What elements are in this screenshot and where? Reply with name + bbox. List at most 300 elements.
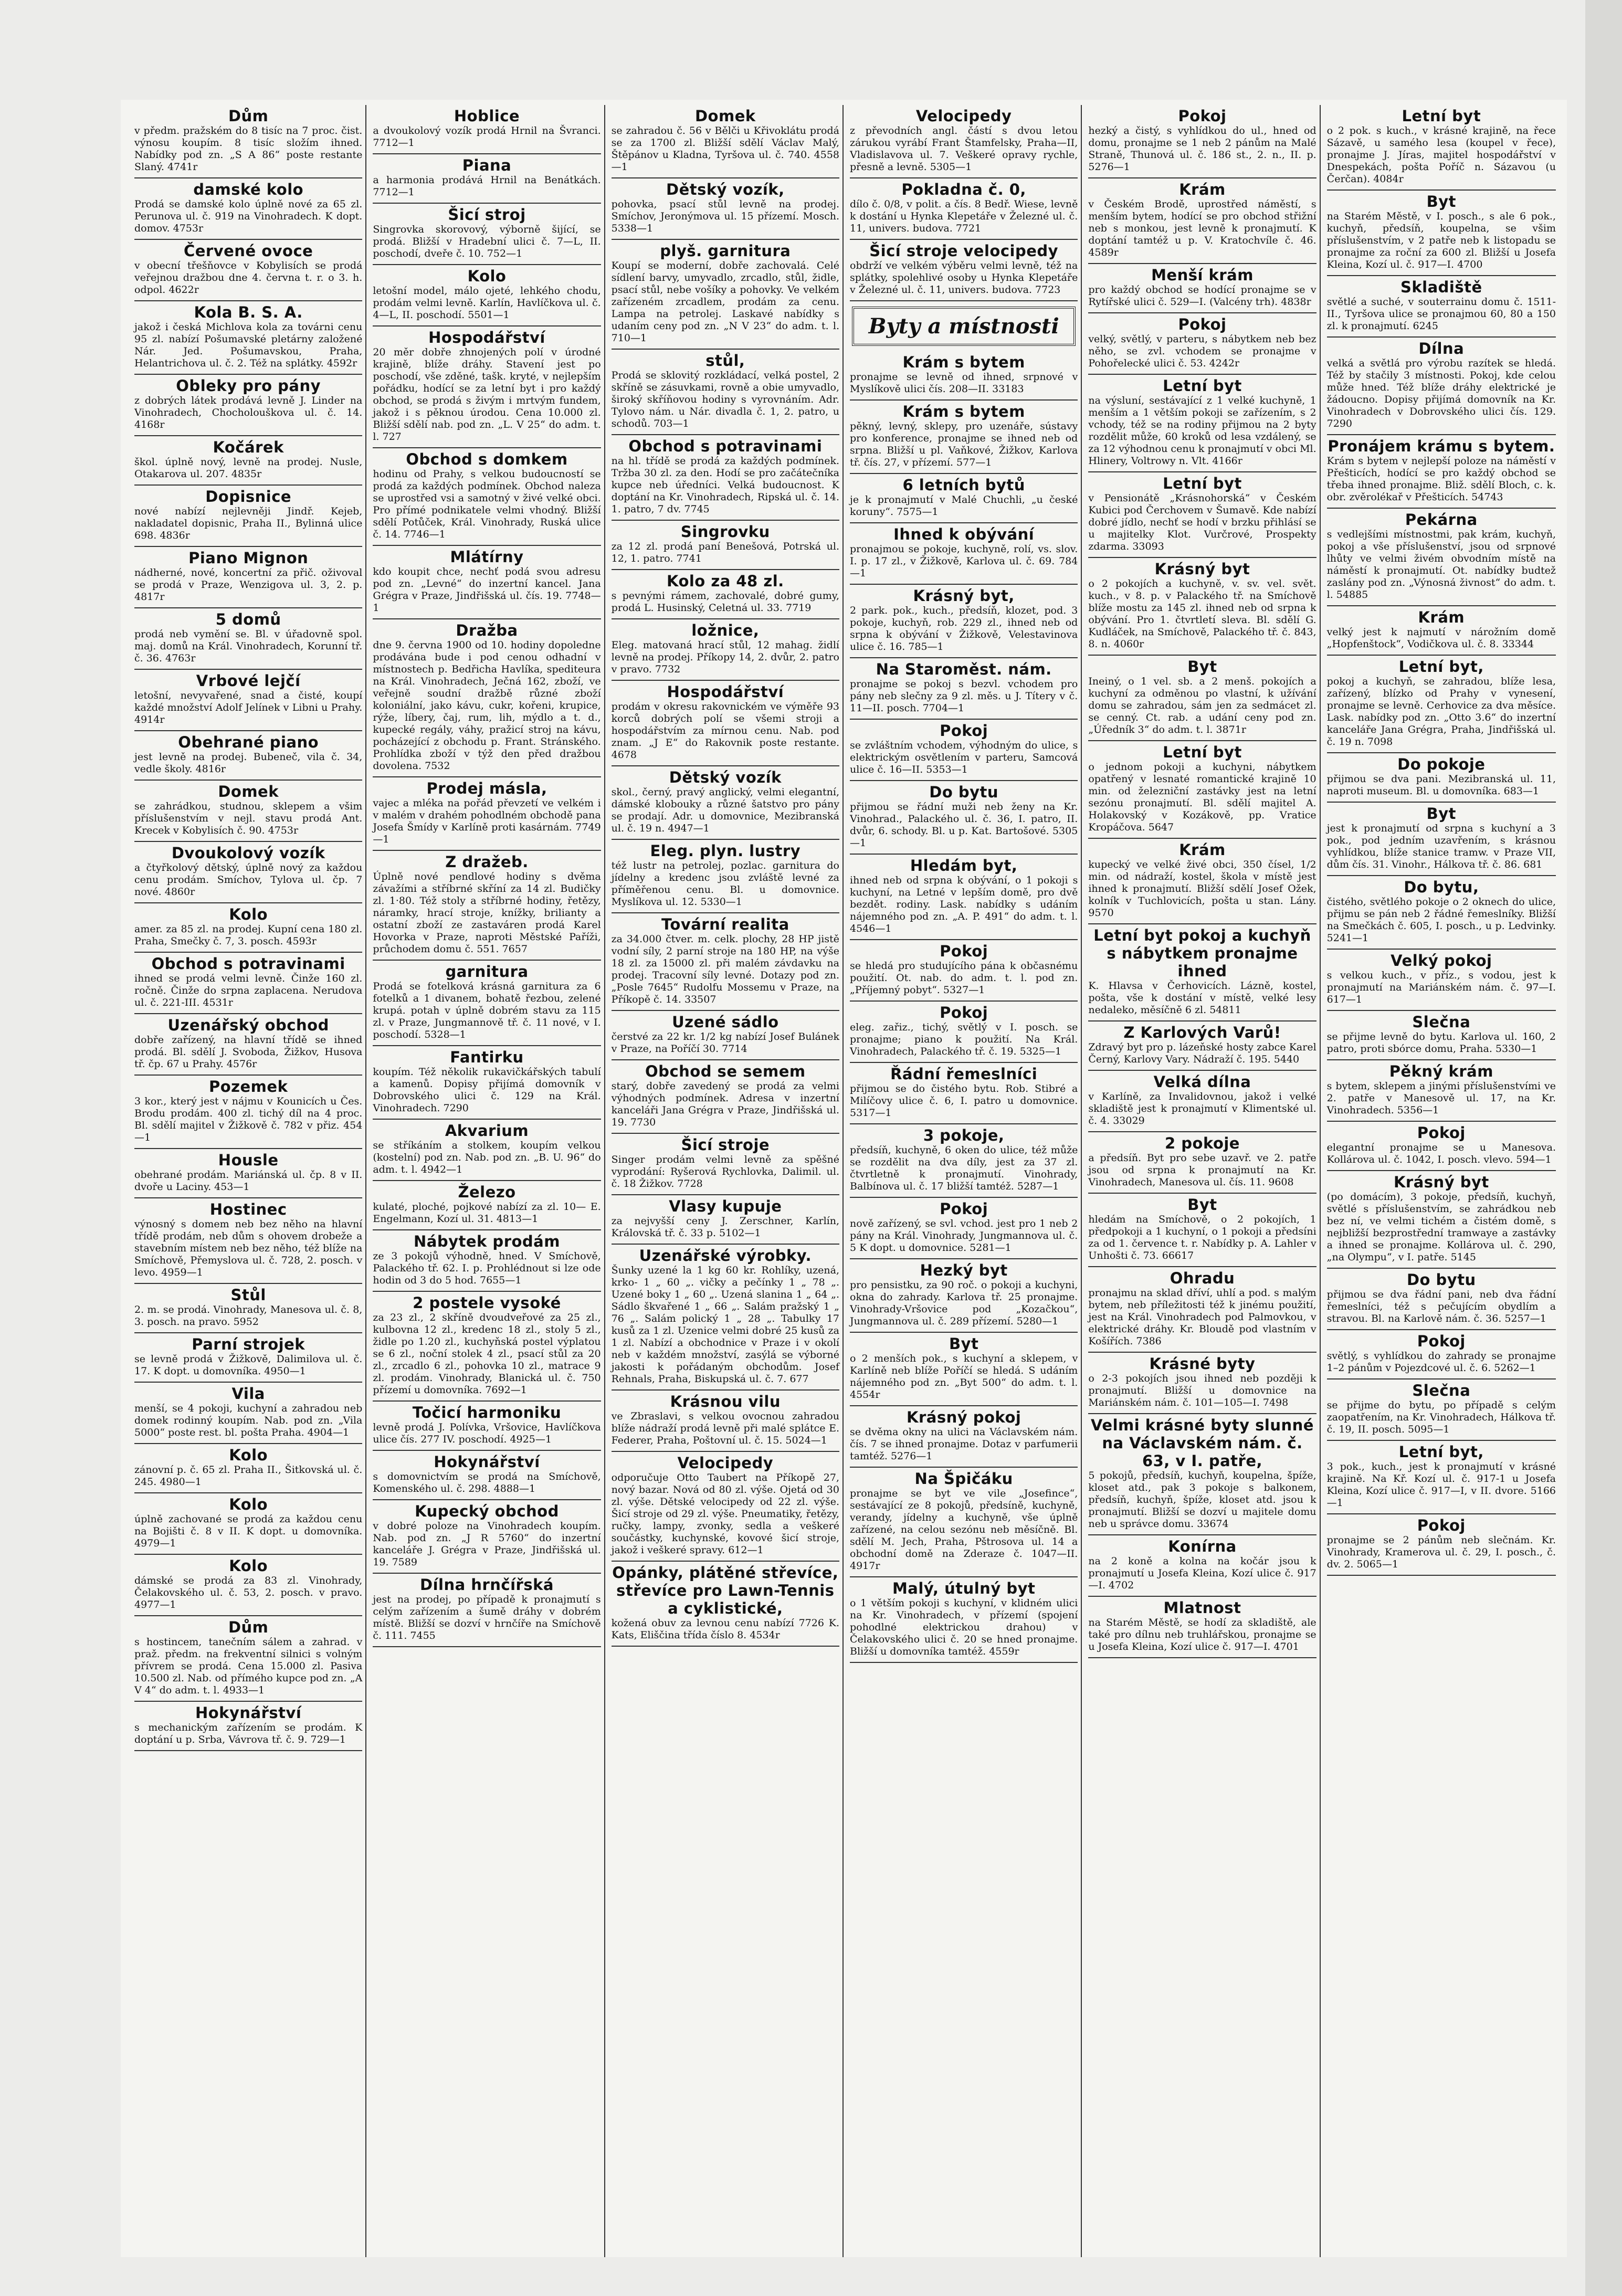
classified-ad — [134, 486, 362, 547]
ad-heading: Kolo — [229, 1557, 268, 1575]
ad-text: ihned neb od srpna k obývání, o 1 pokoji s kuchyní, na Letné v lepším domě, pro dvě bezdět. rodiny. Lask. nabídky s udáním nájemného pod zn. „A. P. 491“ do adm. t. l. 4546—1 — [850, 875, 1078, 934]
ad-heading: Byt — [1187, 1196, 1217, 1214]
ad-text: pro každý obchod se hodící pronajme se v Rytířské ulici č. 529—I. (Valcény trh). 4838r — [1088, 284, 1316, 308]
classified-ad — [850, 523, 1078, 585]
ad-text: z převodních angl. částí s dvou letou zárukou vyrábí Frant Štamfelsky, Praha—II, Vladislavova ul. 7. Veškeré opravy rychle, přesně a levně. 5305—1 — [850, 125, 1078, 173]
ad-heading: Piano Mignon — [188, 549, 309, 567]
ad-heading: Kolo za 48 zl. — [666, 572, 784, 590]
ad-heading: garnitura — [445, 963, 529, 981]
ad-heading: Housle — [218, 1151, 279, 1169]
ad-heading: Šicí stroje velocipedy — [869, 242, 1059, 260]
ad-text: o 1 větším pokoji s kuchyní, v klidném ulici na Kr. Vinohradech, v přízemí (spojení pohodlné elektrickou drahou) v Čelakovského ulici č. 20 se hned pronajme. Bližší u domovníka tamtéž. 4559r — [850, 1597, 1078, 1657]
ad-text: úplně zachované se prodá za každou cenu na Bojišti č. 8 v II. K dopt. u domovníka. 4979—1 — [134, 1513, 363, 1549]
ad-heading: Krásný byt, — [913, 587, 1015, 605]
ad-text: kožená obuv za levnou cenu nabízí 7726 K. Kats, Eliščina třída číslo 8. 4534r — [611, 1617, 839, 1641]
ad-heading: Pokoj — [1178, 107, 1227, 125]
classified-ad — [850, 1259, 1078, 1333]
ad-heading: Hokynářství — [195, 1704, 302, 1722]
ad-heading: Pokoj — [1417, 1516, 1466, 1534]
ad-text: Singer prodám velmi levně za spěšné vyprodání: Ryšerová Rychlovka, Dalimil. ul. č. 18 Žižkov. 7728 — [611, 1154, 839, 1189]
classified-ad — [134, 178, 362, 240]
classified-ad — [1088, 1414, 1316, 1535]
ad-heading: Akvarium — [445, 1122, 529, 1140]
ad-heading: Domek — [218, 783, 279, 801]
classified-ad — [850, 1577, 1078, 1663]
classified-ad — [612, 350, 839, 435]
ad-heading: Uzenářský obchod — [167, 1016, 329, 1034]
ad-heading: Obchod s domkem — [406, 450, 568, 468]
ad-heading: Slečna — [1412, 1013, 1471, 1031]
classified-ad — [612, 1391, 839, 1452]
ad-text: Zdravý byt pro p. lázeňské hosty zabce Karel Černý, Karlovy Vary. Nádraží č. 195. 5440 — [1088, 1041, 1316, 1065]
ad-text: letošní model, málo ojeté, lehkého chodu, prodám velmi levně. Karlín, Havlíčkova ul. č. 4—L, II. poschodí. 5501—1 — [373, 285, 601, 321]
classified-ad — [850, 1198, 1078, 1259]
ad-text: na výsluní, sestávající z 1 velké kuchyně, 1 menším a 1 větším pokoji se zařízením, s 2 vchody, též se na rodiny přijmou na 2 byty rozdělit může, 60 kroků od lesa vzdálený, se za 12 výhodnou cenu k pronajmutí v obci Ml. Hlinery, Voltrowy n. Vlt. 4166r — [1088, 395, 1316, 467]
ad-text: o 2 menších pok., s kuchyní a sklepem, v Karlíně neb blíže Poříčí se hledá. S udáním nájemného pod zn. „Byt 500“ do adm. t. l. 4554r — [850, 1353, 1078, 1400]
classified-ad — [1327, 1514, 1556, 1576]
ad-text: Singrovka skorovový, výborně šijící, se prodá. Bližší v Hradební ulici č. 7—L, II. poschodí, dveře č. 10. 752—1 — [373, 224, 601, 259]
ad-heading: Pronájem krámu s bytem. — [1328, 437, 1555, 455]
ad-heading: Letní byt — [1163, 475, 1242, 492]
ad-text: jest k pronajmutí od srpna s kuchyní a 3 pok., pod jedním uzavřením, s krásnou vyhlídkou, blíže stanice tramw. v Praze VII, dům čís. 31. Vinohr., Hálkova tř. č. 86. 681 — [1326, 823, 1556, 870]
classified-ad — [1088, 924, 1316, 1021]
classified-ad — [134, 436, 362, 486]
ad-heading: Krám — [1418, 608, 1465, 626]
ad-heading: Krásný byt — [1154, 560, 1250, 578]
classified-ad — [1088, 1353, 1316, 1414]
ad-text: pokoj a kuchyň, se zahradou, blíže lesa, zařízený, blízko od Prahy v vynesení, pronajme se levně. Cerhovice za dva měsíce. Lask. nabídky pod zn. „Otto 3.6“ do inzertní kanceláře Jana Grégra, Praha, Jindřišská ul. č. 19 n. 7098 — [1326, 676, 1556, 747]
ad-text: ve Zbraslavi, s velkou ovocnou zahradou blíže nádraží prodá levně při malé splátce E. Federer, Praha, Poštovní ul. č. 15. 5024—1 — [611, 1410, 839, 1446]
ad-text: na 2 koně a kolna na kočár jsou k pronajmutí u Josefa Kleina, Kozí ulice č. 917—I. 4702 — [1088, 1555, 1316, 1591]
classified-ad — [612, 840, 839, 913]
ad-heading: Z Karlových Varů! — [1123, 1024, 1281, 1041]
ad-text: 2. m. se prodá. Vinohrady, Manesova ul. č. 8, 3. posch. na pravo. 5952 — [134, 1304, 363, 1328]
classified-ad — [134, 1333, 362, 1383]
ad-heading: Byt — [1426, 193, 1457, 210]
ad-text: Prodá se sklovitý rozkládací, velká postel, 2 skříně se zásuvkami, rovně a obie umyvadlo, široký skříňovou hodiny s vyrovnáním. Adr. Tylovo nám. u Nár. divadla č. 1, 2. patro, u schodů. 703—1 — [611, 370, 839, 429]
ad-heading: stůl, — [705, 352, 745, 370]
ad-text: Šunky uzené la 1 kg 60 kr. Rohlíky, uzená, krko- 1 „ 60 „. vičky a pečínky 1 „ 78 „. Uzené boky 1 „ 60 „. Uzená slanina 1 „ 64 „. Sádlo škvařené 1 „ 66 „. Salám pražský 1 „ 76 „. Salám polický 1 „ 28 „. Tabulky 17 kusů za 1 zl. Uzenice velmi dobré 25 kusů za 1 zl. Nabízí a obchodnice v Praze i v okolí neb v každém množství, zasýlá se výborné jakosti k pořádaným obchodům. Josef Rehnals, Praha, Biskupská ul. č. 7. 677 — [611, 1265, 839, 1385]
classified-ad — [612, 1011, 839, 1060]
ad-heading: Dětský vozík — [669, 768, 782, 786]
ad-text: s velkou kuch., v příz., s vodou, jest k pronajmutí na Mariánském nám. č. 97—I. 617—1 — [1326, 970, 1556, 1005]
ad-text: se stříkáním a stolkem, koupím velkou (kostelní) pod zn. Nab. pod zn. „B. U. 96“ do adm. t. l. 4942—1 — [373, 1140, 601, 1175]
ad-heading: Singrovku — [680, 523, 770, 541]
classified-ad — [1327, 1441, 1556, 1514]
classified-ad — [850, 1124, 1078, 1198]
classified-ad — [850, 1063, 1078, 1124]
classified-ad — [134, 731, 362, 781]
ad-text: v obecní třešňovce v Kobylisích se prodá veřejnou dražbou dne 4. června t. r. o 3. h. odpol. 4622r — [134, 260, 363, 296]
ad-text: 5 pokojů, předsíň, kuchyň, koupelna, špíže, kloset atd., pak 3 pokoje s balkonem, předsíň, kuchyň, špíže, kloset atd. jsou k pronajmutí. Bližší se dozví u majitele domu neb u správce domu. 33674 — [1088, 1470, 1316, 1530]
ad-heading: Obchod s potravinami — [151, 955, 345, 973]
ad-text: za 12 zl. prodá paní Benešová, Potrská ul. 12, 1. patro. 7741 — [611, 541, 839, 564]
ad-heading: Na Staroměst. nám. — [876, 660, 1052, 678]
ad-text: a čtyřkolový dětský, úplně nový za každou cenu prodám. Smíchov, Tylova ul. čp. 7 nové. 4860r — [134, 862, 363, 898]
ad-heading: Letní byt, — [1398, 1443, 1484, 1461]
classified-ad — [612, 1452, 839, 1562]
ad-text: hledám na Smíchově, o 2 pokojích, 1 předpokoji a 1 kuchyní, o 1 pokoji a předsíni za od 1. července t. r. Nabídky p. A. Lahler v Unhošti č. 73. 66617 — [1088, 1214, 1316, 1261]
scanner-edge — [1585, 0, 1622, 2296]
ad-heading: Ohradu — [1170, 1269, 1235, 1287]
classified-ad — [1327, 753, 1556, 803]
classified-ad — [134, 547, 362, 608]
classified-ad — [850, 178, 1078, 240]
classified-ad — [612, 240, 839, 350]
ad-text: o 2-3 pokojích jsou ihned neb později k pronajmutí. Bližší u domovnice na Mariánském nám. č. 101—105—I. 7498 — [1088, 1373, 1316, 1408]
ad-heading: Obchod se semem — [645, 1062, 806, 1080]
classified-ad — [373, 777, 601, 851]
ad-heading: Dílna hrnčířská — [420, 1576, 554, 1594]
ad-heading: 2 postele vysoké — [413, 1294, 561, 1312]
ad-text: pronajme se levně od ihned, srpnové v Myslíkově ulici čís. 208—II. 33183 — [850, 371, 1078, 395]
ad-text: předsíň, kuchyně, 6 oken do ulice, též může se rozdělit na dva díly, jest za 37 zl. čtvrtletně k pronajmutí. Vinohrady, Balbínova ul. č. 17 bližší tamtéž. 5287—1 — [850, 1144, 1078, 1192]
ad-text: vajec a mléka na pořád převzetí ve velkém i v malém v drahém pohodlném obchodě pana Josefa Šmídy v Karlíně proti kasárnám. 7749—1 — [373, 797, 601, 845]
classified-ad — [373, 1181, 601, 1230]
ad-text: Prodá se damské kolo úplně nové za 65 zl. Perunova ul. č. 919 na Vinohradech. K dopt. domov. 4753r — [134, 198, 363, 234]
ad-text: Koupí se moderní, dobře zachovalá. Celé sídlení barvy, umyvadlo, zrcadlo, stůl, židle, psací stůl, nebe vošíky a pohovky. Ve velkém zařízeném zrcadlem, prodám za cenu. Lampa na petrolej. Laskavé nabídky s udaním ceny pod zn. „N V 23“ do adm. t. l. 710—1 — [611, 260, 839, 344]
ad-text: kupecký ve velké živé obci, 350 čísel, 1/2 min. od nádraží, kostel, škola v místě jest ihned k pronajmutí. Bližší sdělí Josef Ožek, kolník v Tuchlovicích, pošta u stan. Lány. 9570 — [1088, 859, 1316, 919]
ad-heading: Letní byt — [1163, 377, 1242, 395]
ad-heading: Velká dílna — [1153, 1073, 1251, 1091]
ad-text: se přijme levně do bytu. Karlova ul. 160, 2 patro, proti sbórce domu, Praha. 5330—1 — [1326, 1031, 1556, 1055]
classified-ad — [1327, 1011, 1556, 1060]
ad-heading: Malý, útulný byt — [892, 1579, 1036, 1597]
classified-ad — [1327, 509, 1556, 606]
ad-heading: Krám s bytem — [902, 353, 1025, 371]
classified-ad — [612, 766, 839, 840]
ad-heading: Letní byt — [1163, 743, 1242, 761]
classified-ad — [1327, 803, 1556, 876]
ad-text: v předm. pražském do 8 tisíc na 7 proc. čist. výnosu koupím. 8 tisíc složím ihned. Nabídky pod zn. „S A 86“ poste restante Slaný. 4741r — [134, 125, 363, 173]
ad-heading: Šicí stroje — [681, 1136, 770, 1154]
ad-text: pěkný, levný, sklepy, pro uzenáře, sústavy pro konference, pronajme se ihned neb od srpna. Bližší u pl. Vaňkové, Žižkov, Karlova tř. čís. 27, v přízemí. 577—1 — [850, 420, 1078, 468]
ad-heading: Velký pokoj — [1391, 952, 1492, 970]
classified-ad — [850, 105, 1078, 178]
ad-heading: Do bytu — [1406, 1271, 1476, 1289]
ad-text: světlý, s vyhlídkou do zahrady se pronajme 1–2 pánům v Pojezdcové ul. č. 6. 5262—1 — [1326, 1350, 1556, 1374]
ad-text: K. Hlavsa v Čerhovicích. Lázně, kostel, pošta, vše k dostání v místě, velké lesy nedaleko, měsíčně 6 zl. 54811 — [1088, 980, 1316, 1016]
classified-ad — [612, 435, 839, 521]
column-2 — [370, 105, 605, 2257]
classified-ad — [1327, 1060, 1556, 1122]
ad-text: jest na prodej, po případě k pronajmutí s celým zařízením a šumě dráhy v dobrém místě. Bližší se dozví v hrnčíře na Smíchově č. 111. 7455 — [373, 1594, 601, 1641]
classified-ad — [134, 1493, 362, 1555]
ad-text: pronajmou se pokoje, kuchyně, rolí, vs. slov. I. p. 17 zl., v Žižkově, Karlova ul. č. 69. 784—1 — [850, 543, 1078, 579]
ad-text: a předsíň. Byt pro sebe uzavř. ve 2. patře jsou od srpna k pronajmutí na Kr. Vinohradech, Manesova ul. čís. 11. 9608 — [1088, 1152, 1316, 1188]
classified-ad — [373, 619, 601, 777]
classified-ad — [134, 301, 362, 375]
ad-text: Ineiný, o 1 vel. sb. a 2 menš. pokojích a kuchyní za odměnou po vlastní, k užívání domu se zahradou, sám jen za sedmácet zl. se cenný. Ct. rab. a udání ceny pod zn. „Úředník 3“ do adm. t. l. 3871r — [1088, 676, 1316, 735]
classified-ad — [850, 1406, 1078, 1468]
ad-heading: 5 domů — [215, 610, 281, 628]
classified-ad — [850, 658, 1078, 720]
classified-ad — [850, 240, 1078, 301]
ad-heading: Pokoj — [1417, 1332, 1466, 1350]
ad-text: pronajme se pokoj s bezvl. vchodem pro pány neb slečny za 9 zl. měs. u J. Títery v č. 11—II. posch. 7704—1 — [850, 678, 1078, 714]
ad-heading: Parní strojek — [192, 1335, 306, 1353]
ad-heading: damské kolo — [193, 181, 304, 198]
ad-heading: 6 letních bytů — [902, 476, 1025, 494]
ad-heading: Letní byt — [1402, 107, 1481, 125]
classified-ad — [134, 105, 362, 178]
ad-heading: Dopisnice — [205, 488, 292, 505]
ad-text: starý, dobře zavedený se prodá za velmi výhodných podmínek. Adresa v inzertní kanceláři Jana Grégra v Praze, Jindřišská ul. 19. 7730 — [611, 1080, 839, 1128]
ad-text: pronajmu na sklad dříví, uhlí a pod. s malým bytem, neb příležitosti též k jinému použití, jest na Král. Vinohradech pod Palmovkou, v elektrické dráhy. Kr. Bloudě pod vlastním v Košířích. 7386 — [1088, 1287, 1316, 1347]
classified-ad — [1327, 1269, 1556, 1330]
classified-ad — [373, 1500, 601, 1574]
ad-heading: Velmi krásné byty slunné na Václavském nám. č. 63, v I. patře, — [1091, 1416, 1314, 1470]
ad-text: přijmou se do čistého bytu. Rob. Stibré a Milíčovy ulice č. 6, I. patro u domovnice. 5317—1 — [850, 1083, 1078, 1119]
ad-text: s domovnictvím se prodá na Smíchově, Komenského ul. č. 298. 4888—1 — [373, 1471, 601, 1494]
ad-heading: Krásné byty — [1149, 1355, 1256, 1373]
classified-ad — [1327, 105, 1556, 191]
ad-heading: Nábytek prodám — [414, 1233, 560, 1250]
ad-text: dílo č. 0/8, v polit. a čís. 8 Bedř. Wiese, levně k dostání u Hynka Klepetáře v Železné ul. č. 11, univers. budova. 7721 — [850, 198, 1078, 234]
classified-ad — [1088, 1194, 1316, 1267]
ad-text: hodinu od Prahy, s velkou budoucností se prodá za každých podmínek. Obchod naleza se uprostřed vsi a samotný v živé velké obci. Pro přímé podnikatele velmi vhodný. Bližší sdělí Potůček, Král. Vinohrady, Ruská ulice č. 14. 7746—1 — [373, 468, 601, 540]
classified-ad — [373, 1230, 601, 1292]
ad-heading: Fantirku — [450, 1048, 524, 1066]
ad-text: je k pronajmutí v Malé Chuchli, „u české koruny“. 7575—1 — [850, 494, 1078, 518]
ad-text: elegantní pronajme se u Manesova. Kollárova ul. č. 1042, I. posch. vlevo. 594—1 — [1326, 1142, 1556, 1165]
ad-text: se zahradou č. 56 v Bělči u Křivoklátu prodá se za 1700 zl. Bližší sdělí Václav Malý, Štěpánov u Kladna, Tyršova ul. č. 740. 4558—1 — [611, 125, 839, 173]
ad-text: přijmou se řádní muži neb ženy na Kr. Vinohrad., Palackého ul. č. 36, I. patro, II. dvůr, 6. schody. Bl. u p. Kat. Bartošové. 5305—1 — [850, 801, 1078, 849]
classified-ad — [1088, 472, 1316, 558]
classified-ad — [373, 448, 601, 546]
ad-heading: Letní byt pokoj a kuchyň s nábytkem pronajme ihned — [1093, 926, 1311, 980]
ad-text: s vedlejšími místnostmi, pak krám, kuchyň, pokoj a vše příslušenství, jsou od srpnové lhůty ve velmi živém obvodním místě na náměstí k pronajmutí. Ot. nabídky budtež zaslány pod zn. „Výnosná živnost“ do adm. t. l. 54885 — [1326, 529, 1556, 601]
classified-ad — [1088, 839, 1316, 924]
ad-text: přijmou se dva řádní pani, neb dva řádní řemeslníci, též s pečujícím obydlím a stravou. Bl. na Karlově nám. č. 36. 5257—1 — [1326, 1289, 1556, 1324]
ad-heading: Červené ovoce — [183, 242, 313, 260]
ad-text: zánovní p. č. 65 zl. Praha II., Šitkovská ul. č. 245. 4980—1 — [134, 1464, 363, 1488]
ad-heading: Krám — [1179, 841, 1226, 859]
ad-text: se hledá pro studujícího pána k občasnému použití. Ot. nab. do adm. t. l. pod zn. „Příjemný pobyt“. 5327—1 — [850, 960, 1078, 996]
classified-ad — [134, 1702, 362, 1751]
classified-ad — [850, 474, 1078, 523]
ad-heading: Dům — [228, 1618, 269, 1636]
ad-text: pronajme se 2 pánům neb slečnám. Kr. Vinohrady, Kramerova ul. č. 29, I. posch., č. dv. 2. 5065—1 — [1326, 1534, 1556, 1570]
ad-heading: Železo — [458, 1183, 516, 1201]
ad-heading: Pokoj — [1417, 1124, 1466, 1142]
classified-ad — [134, 1616, 362, 1702]
ad-text: v dobré poloze na Vinohradech koupím. Nab. pod zn. „J R 5760“ do inzertní kanceláře J. Grégra v Praze, Jindřišská ul. 19. 7589 — [373, 1520, 601, 1568]
ad-text: levně prodá J. Polívka, Vršovice, Havlíčkova ulice čís. 277 IV. poschodí. 4925—1 — [373, 1421, 601, 1445]
ad-heading: Na Špičáku — [914, 1470, 1013, 1488]
ad-text: pro pensistku, za 90 roč. o pokoji a kuchyni, okna do zahrady. Karlova tř. 25 pronajme. Vinohrady-Vršovice pod „Kozačkou“, Jungmannova ul. č. 289 přízemí. 5280—1 — [850, 1279, 1078, 1327]
ad-heading: Hospodářství — [667, 683, 784, 701]
ad-text: pohovka, psací stůl levně na prodej. Smíchov, Jeronýmova ul. 15 přízemí. Mosch. 5338—1 — [611, 198, 839, 234]
ad-heading: Kolo — [229, 905, 268, 923]
classified-ad — [850, 781, 1078, 855]
classified-ad — [612, 1562, 839, 1647]
classified-ad — [373, 961, 601, 1046]
ad-text: jakož i česká Michlova kola za továrni cenu 95 zl. nabízí Pošumavské pletárny založené Nár. Jed. Pošumavskou, Praha, Helantrichova ul. č. 2. Též na splátky. 4592r — [134, 321, 363, 369]
ad-text: prodá neb vymění se. Bl. v úřadovně spol. maj. domů na Král. Vinohradech, Korunní tř. č. 36. 4763r — [134, 628, 363, 664]
classified-ad — [1327, 1379, 1556, 1441]
classified-ad — [850, 1468, 1078, 1577]
ad-heading: Slečna — [1412, 1382, 1471, 1399]
ad-heading: Ihned k obývání — [893, 525, 1035, 543]
classified-ad — [134, 608, 362, 670]
ad-text: 3 pok., kuch., jest k pronajmutí v krásné krajině. Na Kř. Kozí ul. č. 917-1 u Josefa Kleina, Kozí ulice č. 917—I, v II. dvore. 5166—1 — [1326, 1461, 1556, 1509]
classified-ad — [612, 619, 839, 681]
ad-text: v Karlíně, za Invalidovnou, jakož i velké skladiště jest k pronajmutí v Klimentské ul. č. 4. 33029 — [1088, 1091, 1316, 1126]
ad-text: dne 9. června 1900 od 10. hodiny dopoledne prodávána bude i pod cenou odhadní v místnostech p. Bedřicha Havlíka, spediteura na Král. Vinohradech, Ječná 162, zboží, ve veřejně soudní dražbě různé zboží koloniální, jako kávu, cukr, kořeni, krupice, rýže, líbery, čaj, rum, lih, mýdlo a t. d., kupecké regály, váhy, pražicí stroj na kávu, pocházející z obchodu p. Frant. Stránského. Prohlídka zboží v týž den před dražbou dovolena. 7532 — [373, 639, 601, 772]
classified-ad — [134, 670, 362, 731]
section-banner: Byty a místnosti — [852, 307, 1076, 346]
ad-heading: Obchod s potravinami — [628, 437, 823, 455]
classified-ad — [850, 855, 1078, 940]
ad-heading: Eleg. plyn. lustry — [650, 842, 801, 860]
ad-text: velký jest k najmutí v nárožním domě „Hopfenštock“, Vodičkova ul. č. 8. 33344 — [1326, 626, 1556, 650]
ad-text: kulaté, ploché, pojkové nabízí za zl. 10— E. Engelmann, Kozí ul. 31. 4813—1 — [373, 1201, 601, 1225]
ad-text: přijmou se dva pani. Mezibranská ul. 11, naproti museum. Bl. u domovníka. 683—1 — [1326, 773, 1556, 797]
ad-text: na Starém Městě, v I. posch., s ale 6 pok., kuchyň, předsíň, koupelna, se všim příslušenstvím, v 2 patře neb k listopadu se pronajme za roční za 600 zl. Bližší u Josefa Kleina, Kozí ul. č. 917—I. 4700 — [1326, 210, 1556, 270]
classified-ad — [373, 1292, 601, 1402]
ad-heading: Šicí stroj — [448, 206, 526, 224]
ad-text: dobře zařízený, na hlavní třídě se ihned prodá. Bl. sdělí J. Svoboda, Žižkov, Husova tř. čp. 67 u Prahy. 4576r — [134, 1034, 363, 1070]
ad-text: o 2 pok. s kuch., v krásné krajině, na řece Sázavě, u samého lesa (koupel v řece), pronajme J. Jíras, majitel hospodářství v Dnespekách, pošta Poříč n. Sázavou (u Čerčan). 4084r — [1326, 125, 1556, 185]
ad-heading: Domek — [694, 107, 756, 125]
ad-text: s pevnými rámem, zachovalé, dobré gumy, prodá L. Husinský, Celetná ul. 33. 7719 — [611, 590, 839, 614]
ad-text: na hl. třídě se prodá za každých podmínek. Tržba 30 zl. za den. Hodí se pro začátečníka kupce neb úředníci. Velká budoucnost. K doptání na Kr. Vinohradech, Ripská ul. č. 14. 1. patro, 7 dv. 7745 — [611, 455, 839, 515]
ad-heading: Obehrané piano — [178, 733, 319, 751]
classified-ad — [134, 903, 362, 953]
classified-ad — [373, 1402, 601, 1451]
column-6 — [1324, 105, 1559, 2257]
classified-ad — [1327, 338, 1556, 435]
ad-text: menší, se 4 pokoji, kuchyní a zahradou neb domek rodinný koupím. Nab. pod zn. „Vila 5000“ poste rest. bl. pošta Praha. 4904—1 — [134, 1403, 363, 1438]
classified-ad — [1088, 264, 1316, 313]
ad-heading: Vlasy kupuje — [669, 1197, 782, 1215]
ad-text: čerstvé za 22 kr. 1/2 kg nabízí Josef Bulánek v Praze, na Poříčí 30. 7714 — [611, 1031, 839, 1055]
classified-ad — [1327, 656, 1556, 753]
ad-heading: Kolo — [229, 1495, 268, 1513]
column-5 — [1085, 105, 1320, 2257]
classified-ad — [373, 154, 601, 204]
classified-ad — [1088, 313, 1316, 375]
ad-heading: Hoblice — [454, 107, 520, 125]
ad-heading: Kola B. S. A. — [194, 303, 303, 321]
classified-ad — [134, 1149, 362, 1198]
classified-ad — [612, 913, 839, 1011]
ad-text: s hostincem, tanečním sálem a zahrad. v praž. předm. na frekventní silnici s volným přívrem se prodá. Cena 15.000 zl. Pasiva 10.500 zl. Nab. od přímého kupce pod zn. „A V 4“ do adm. t. l. 4933—1 — [134, 1636, 363, 1696]
classified-ad — [612, 521, 839, 570]
ad-heading: 2 pokoje — [1164, 1134, 1240, 1152]
ad-text: též lustr na petrolej, pozlac. garnitura do jídelny a kredenc jsou zvláště levné za příměřenou cenu. Bl. u domovnice. Myslíkova ul. 12. 5330—1 — [611, 860, 839, 908]
ad-text: Úplně nové pendlové hodiny s dvěma závažími a stříbrné skříní za 14 zl. Budičky zl. 1·80. Též stoly a stříbrné hodiny, řetězy, náramky, hrací stroje, knížky, brilianty a ostatní zboží ze zastaváren prodá Karel Hovorka v Praze, naproti Městské Paříži, průchodem domu č. 551. 7657 — [373, 871, 601, 955]
classified-ad — [1088, 1267, 1316, 1353]
ad-text: kdo koupit chce, nechť podá svou adresu pod zn. „Levné“ do inzertní kancel. Jana Grégra v Praze, Jindřišská ul. čís. 19. 7748—1 — [373, 566, 601, 614]
classified-ad — [134, 1555, 362, 1616]
classified-ad — [612, 1060, 839, 1134]
classified-ad — [134, 1444, 362, 1493]
ad-heading: Vrbové lejčí — [196, 672, 301, 690]
ad-heading: Dražba — [456, 622, 518, 639]
classified-ad — [373, 1120, 601, 1181]
ad-text: obehrané prodám. Mariánská ul. čp. 8 v II. dvoře u Laciny. 453—1 — [134, 1169, 363, 1193]
classified-ad — [850, 1333, 1078, 1406]
ad-heading: Krásný pokoj — [907, 1408, 1021, 1426]
ad-heading: Pokoj — [940, 1004, 988, 1021]
ad-heading: Kolo — [467, 267, 507, 285]
classified-ad — [134, 240, 362, 301]
classified-ad — [850, 585, 1078, 658]
ad-text: 20 měr dobře zhnojených polí v úrodné krajině, blíže dráhy. Stavení jest po poschodí, vše zděné, tašk. kryté, v nejlepším pořádku, hodící se za letní byt i pro každý obchod, se prodá s živým i mrtvým fundem, jakož i s pěknou úrodou. Cena 10.000 zl. Bližší sdělí nab. pod zn. „L. V 25“ do adm. t. l. 727 — [373, 346, 601, 443]
ad-heading: Z dražeb. — [445, 853, 529, 871]
column-1 — [131, 105, 366, 2257]
ad-heading: Dvoukolový vozík — [171, 844, 325, 862]
ad-text: z dobrých látek prodává levně J. Linder na Vinohradech, Chocholouškova ul. č. 14. 4168r — [134, 395, 363, 430]
ad-heading: Uzenářské výrobky. — [639, 1247, 812, 1265]
ad-heading: Mlatnost — [1163, 1599, 1241, 1617]
ad-text: v Pensionátě „Krásnohorská“ v Českém Kubici pod Čerchovem v Šumavě. Kde nabízí dobré jídlo, nechť se hodí v brzku přihlásí se u majitelky Klot. Vurčrové, Prospekty zdarma. 33093 — [1088, 492, 1316, 552]
ad-text: koupím. Též několik rukavičkářských tabulí a kamenů. Dopisy přijímá domovník v Dobrovského ulici č. 129 na Král. Vinohradech. 7290 — [373, 1066, 601, 1114]
ad-text: pronajme se byt ve vile „Josefince“, sestávající ze 8 pokojů, předsíně, kuchyně, verandy, jídelny a kuchyně, vše úplně zařízené, na celou sezónu neb měsíčně. Bl. sdělí M. Jech, Praha, Pštrosova ul. 14 a obchodní domě na Zderaze č. 1047—II. 4917r — [850, 1488, 1078, 1572]
classified-ad — [1327, 1122, 1556, 1171]
classified-ad — [1088, 741, 1316, 839]
classified-ad — [373, 327, 601, 448]
classified-ad — [612, 1195, 839, 1245]
ad-heading: Kupecký obchod — [415, 1502, 559, 1520]
column-3 — [608, 105, 844, 2257]
ad-heading: Hospodářství — [428, 329, 545, 346]
ad-heading: ložnice, — [691, 622, 760, 639]
ad-text: se dvěma okny na ulici na Václavském nám. čís. 7 se ihned pronajme. Dotaz v parfumerii tamtéž. 5276—1 — [850, 1426, 1078, 1462]
ad-heading: Krásnou vilu — [670, 1393, 781, 1410]
ad-text: ze 3 pokojů výhodně, hned. V Smíchově, Palackého tř. 62. I. p. Prohlédnout si lze ode hodin od 3 do 5 hod. 7655—1 — [373, 1250, 601, 1286]
ad-text: (po domácím), 3 pokoje, předsíň, kuchyň, světlé s příslušenstvím, se zahrádkou neb bez ní, ve velmi tichém a čistém domě, s nejbližší bezprostřední tramwaye a zastávky a ihned se pronajme. Kollárova ul. č. 290, „na Olympu“, v I. patře. 5145 — [1326, 1191, 1556, 1263]
ad-text: o jednom pokoji a kuchyni, nábytkem opatřený v lesnaté romantické krajině 10 min. od železniční zastávky jest na letní sezónu pronajmutí. Bl. sdělí majitel A. Holakovský v Kozákově, pp. Vratice Kropáčova. 5647 — [1088, 761, 1316, 833]
classified-ad — [612, 1245, 839, 1391]
ad-heading: Pokladna č. 0, — [901, 181, 1026, 198]
ad-heading: Velocipedy — [915, 107, 1012, 125]
classified-ad — [1327, 1330, 1556, 1379]
classified-ad — [134, 1076, 362, 1149]
ad-text: nové nabízí nejlevněji Jindř. Kejeb, nakladatel dopisnic, Praha II., Bylinná ulice 698. 4836r — [134, 505, 363, 541]
ad-text: a harmonia prodává Hrnil na Benátkách. 7712—1 — [373, 174, 601, 198]
ad-text: Krám s bytem v nejlepší poloze na náměstí v Přešticích, hodící se pro každý obchod se třeba ihned pronajme. Bliž. sdělí Bloch, c. k. obr. zvěrolékař v Přešticích. 54743 — [1326, 455, 1556, 503]
ad-text: prodám v okresu rakovnickém ve výměře 93 korců dobrých polí se všemi stroji a hospodářstvím za mírnou cenu. Nab. pod znam. „J E“ do Rakovnik poste restante. 4678 — [611, 701, 839, 761]
ad-text: 2 park. pok., kuch., předsíň, klozet, pod. 3 pokoje, kuchyň, rob. 229 zl., ihned neb od srpna k obývání v Žižkově, Velestavinova ulice č. 16. 785—1 — [850, 605, 1078, 652]
ad-heading: Do pokoje — [1397, 755, 1486, 773]
ad-heading: Letní byt, — [1398, 658, 1484, 676]
ad-text: na Starém Městě, se hodí za skladiště, ale také pro dílnu neb truhlářskou, pronajme se u Josefa Kleina, Kozí ulice č. 917—I. 4701 — [1088, 1617, 1316, 1652]
ad-heading: plyš. garnitura — [660, 242, 791, 260]
classified-ad — [1088, 1021, 1316, 1071]
ad-heading: Prodej másla, — [426, 780, 547, 797]
classified-ad — [1088, 656, 1316, 741]
ad-text: za 34.000 čtver. m. celk. plochy, 28 HP jistě vodní síly, 2 parní stroje na 180 HP, na výše 18 zl. za 15000 zl. při malém závdavku na prodej. Tracovní síly levné. Dotazy pod zn. „Posle 7645“ Rudolfu Mossemu v Praze, na Příkopě č. 14. 33507 — [611, 933, 839, 1005]
ad-heading: Skladiště — [1400, 278, 1482, 296]
ad-heading: Hezký byt — [920, 1261, 1008, 1279]
ad-heading: Hledám byt, — [910, 857, 1018, 875]
ad-text: o 2 pokojích a kuchyně, v. sv. vel. svět. kuch., v 8. p. v Palackého tř. na Smíchově blíže mostu za 145 zl. ihned neb od srpna k obývání. Pro 1. čtvrtletí sleva. Bl. sdělí G. Kudláček, na Smíchově, Palackého tř. č. 843, 8. n. 4060r — [1088, 578, 1316, 650]
ad-text: s mechanickým zařízením se prodám. K doptání u p. Srba, Vávrova tř. č. 9. 729—1 — [134, 1722, 363, 1745]
classified-ad — [1088, 375, 1316, 472]
ad-heading: Točicí harmoniku — [412, 1404, 562, 1421]
classified-ad — [1327, 950, 1556, 1011]
ad-text: jest levně na prodej. Bubeneč, vila č. 34, vedle školy. 4816r — [134, 751, 363, 775]
classified-columns — [131, 105, 1559, 2257]
ad-heading: Do bytu, — [1404, 878, 1479, 896]
ad-heading: Pokoj — [940, 942, 988, 960]
ad-heading: Dětský vozík, — [666, 181, 785, 198]
ad-heading: Piana — [462, 156, 512, 174]
ad-heading: Stůl — [230, 1286, 266, 1304]
